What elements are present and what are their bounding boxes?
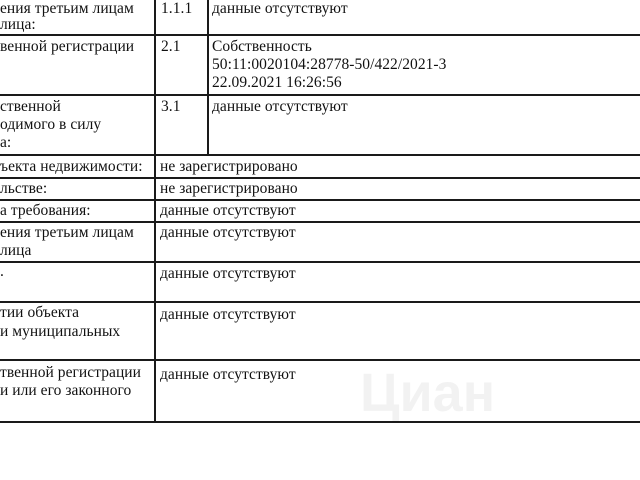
row-label: ения третьим лицам: [0, 224, 134, 241]
table-rule: [0, 221, 640, 223]
row-value: данные отсутствуют: [160, 366, 296, 383]
row-value: данные отсутствуют: [212, 98, 348, 115]
row-label: и или его законного: [0, 382, 132, 399]
table-rule: [0, 94, 640, 96]
table-rule: [0, 154, 640, 156]
row-label: ственной: [0, 98, 61, 115]
row-label: ъекта недвижимости:: [0, 158, 143, 175]
row-label: одимого в силу: [0, 116, 102, 133]
row-value: данные отсутствуют: [212, 0, 348, 17]
row-label: и муниципальных: [0, 323, 121, 340]
row-label: лица:: [0, 16, 36, 33]
row-value: 22.09.2021 16:26:56: [212, 74, 342, 91]
table-rule: [0, 301, 640, 303]
row-label: а требования:: [0, 202, 91, 219]
row-number: 1.1.1: [161, 0, 193, 17]
row-number: 2.1: [161, 38, 181, 55]
row-value: 50:11:0020104:28778-50/422/2021-3: [212, 56, 447, 73]
row-value: не зарегистрировано: [160, 158, 298, 175]
table-rule: [207, 0, 209, 155]
table-rule: [0, 199, 640, 201]
row-label: ения третьим лицам: [0, 0, 134, 17]
table-rule: [0, 261, 640, 263]
table-rule: [0, 359, 640, 361]
watermark-logo: Циан: [360, 363, 496, 423]
row-value: Собственность: [212, 38, 312, 55]
row-label: льстве:: [0, 180, 48, 197]
row-value: данные отсутствуют: [160, 202, 296, 219]
row-label: а:: [0, 134, 12, 151]
row-label: лица: [0, 242, 32, 259]
row-value: не зарегистрировано: [160, 180, 298, 197]
table-rule: [154, 0, 156, 422]
table-rule: [0, 421, 640, 423]
row-number: 3.1: [161, 98, 181, 115]
row-label: твенной регистрации: [0, 364, 141, 381]
row-value: данные отсутствуют: [160, 265, 296, 282]
row-value: данные отсутствуют: [160, 224, 296, 241]
row-label: .: [0, 263, 4, 280]
row-label: венной регистрации: [0, 38, 135, 55]
table-rule: [0, 177, 640, 179]
row-value: данные отсутствуют: [160, 306, 296, 323]
row-label: тии объекта: [0, 304, 80, 321]
table-rule: [0, 34, 640, 36]
